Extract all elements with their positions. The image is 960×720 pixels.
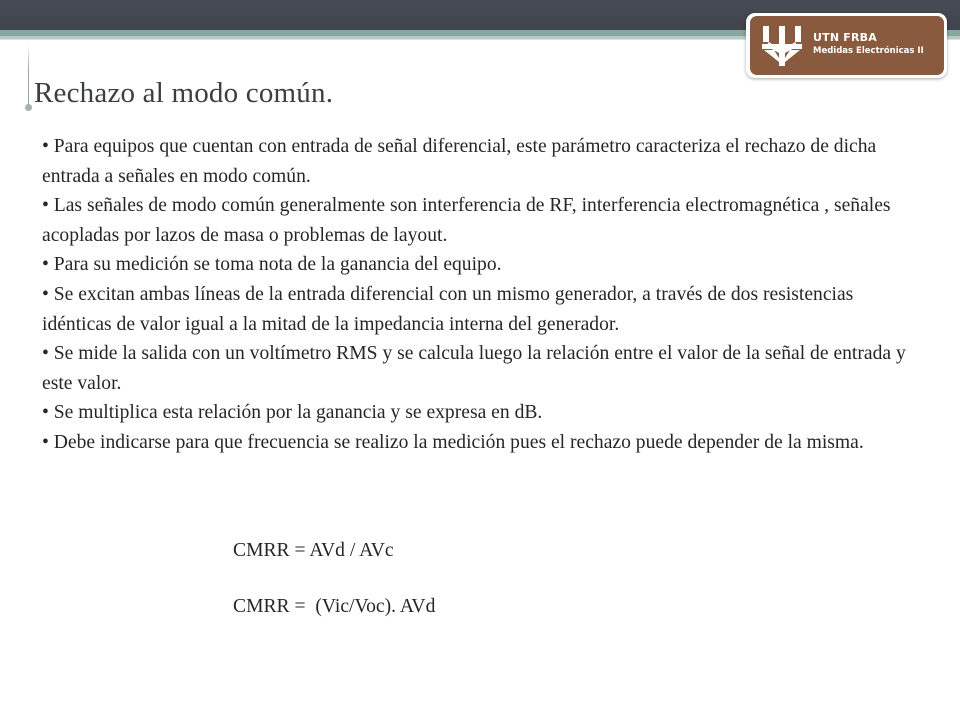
formula-cmrr-measured: CMRR = (Vic/Voc). AVd — [233, 596, 436, 617]
formula-cmrr-ratio: CMRR = AVd / AVc — [233, 540, 394, 561]
bullet-item: • Se excitan ambas líneas de la entrada diferencial con un mismo generador, a través de dos resistencias idénticas de valor igual a la mitad de la impedancia interna del generador. — [42, 283, 854, 335]
utn-logo-badge — [750, 16, 944, 75]
logo-subtitle: Medidas Electrónicas II — [813, 46, 924, 56]
utn-emblem-icon — [758, 22, 806, 70]
slide-title: Rechazo al modo común. — [34, 77, 334, 109]
bullet-item: • Se mide la salida con un voltímetro RMS y se calcula luego la relación entre el valor de la señal de entrada y este valor. — [42, 343, 906, 394]
logo-title: UTN FRBA — [813, 31, 877, 44]
bullet-list — [42, 132, 922, 458]
title-rule-dot — [25, 104, 32, 111]
bullet-item: • Para equipos que cuentan con entrada de señal diferencial, este parámetro caracteriza el rechazo de dicha entrada a señales en modo común. — [42, 136, 877, 187]
bullet-item: • Debe indicarse para que frecuencia se realizo la medición pues el rechazo puede depender de la misma. — [42, 431, 864, 453]
bullet-item: • Se multiplica esta relación por la ganancia y se expresa en dB. — [42, 402, 543, 424]
title-vertical-rule — [28, 44, 29, 108]
bullet-item: • Las señales de modo común generalmente son interferencia de RF, interferencia electromagnética , señales acopladas por lazos de masa o problemas de layout. — [42, 195, 891, 246]
bullet-item: • Para su medición se toma nota de la ganancia del equipo. — [42, 254, 502, 276]
